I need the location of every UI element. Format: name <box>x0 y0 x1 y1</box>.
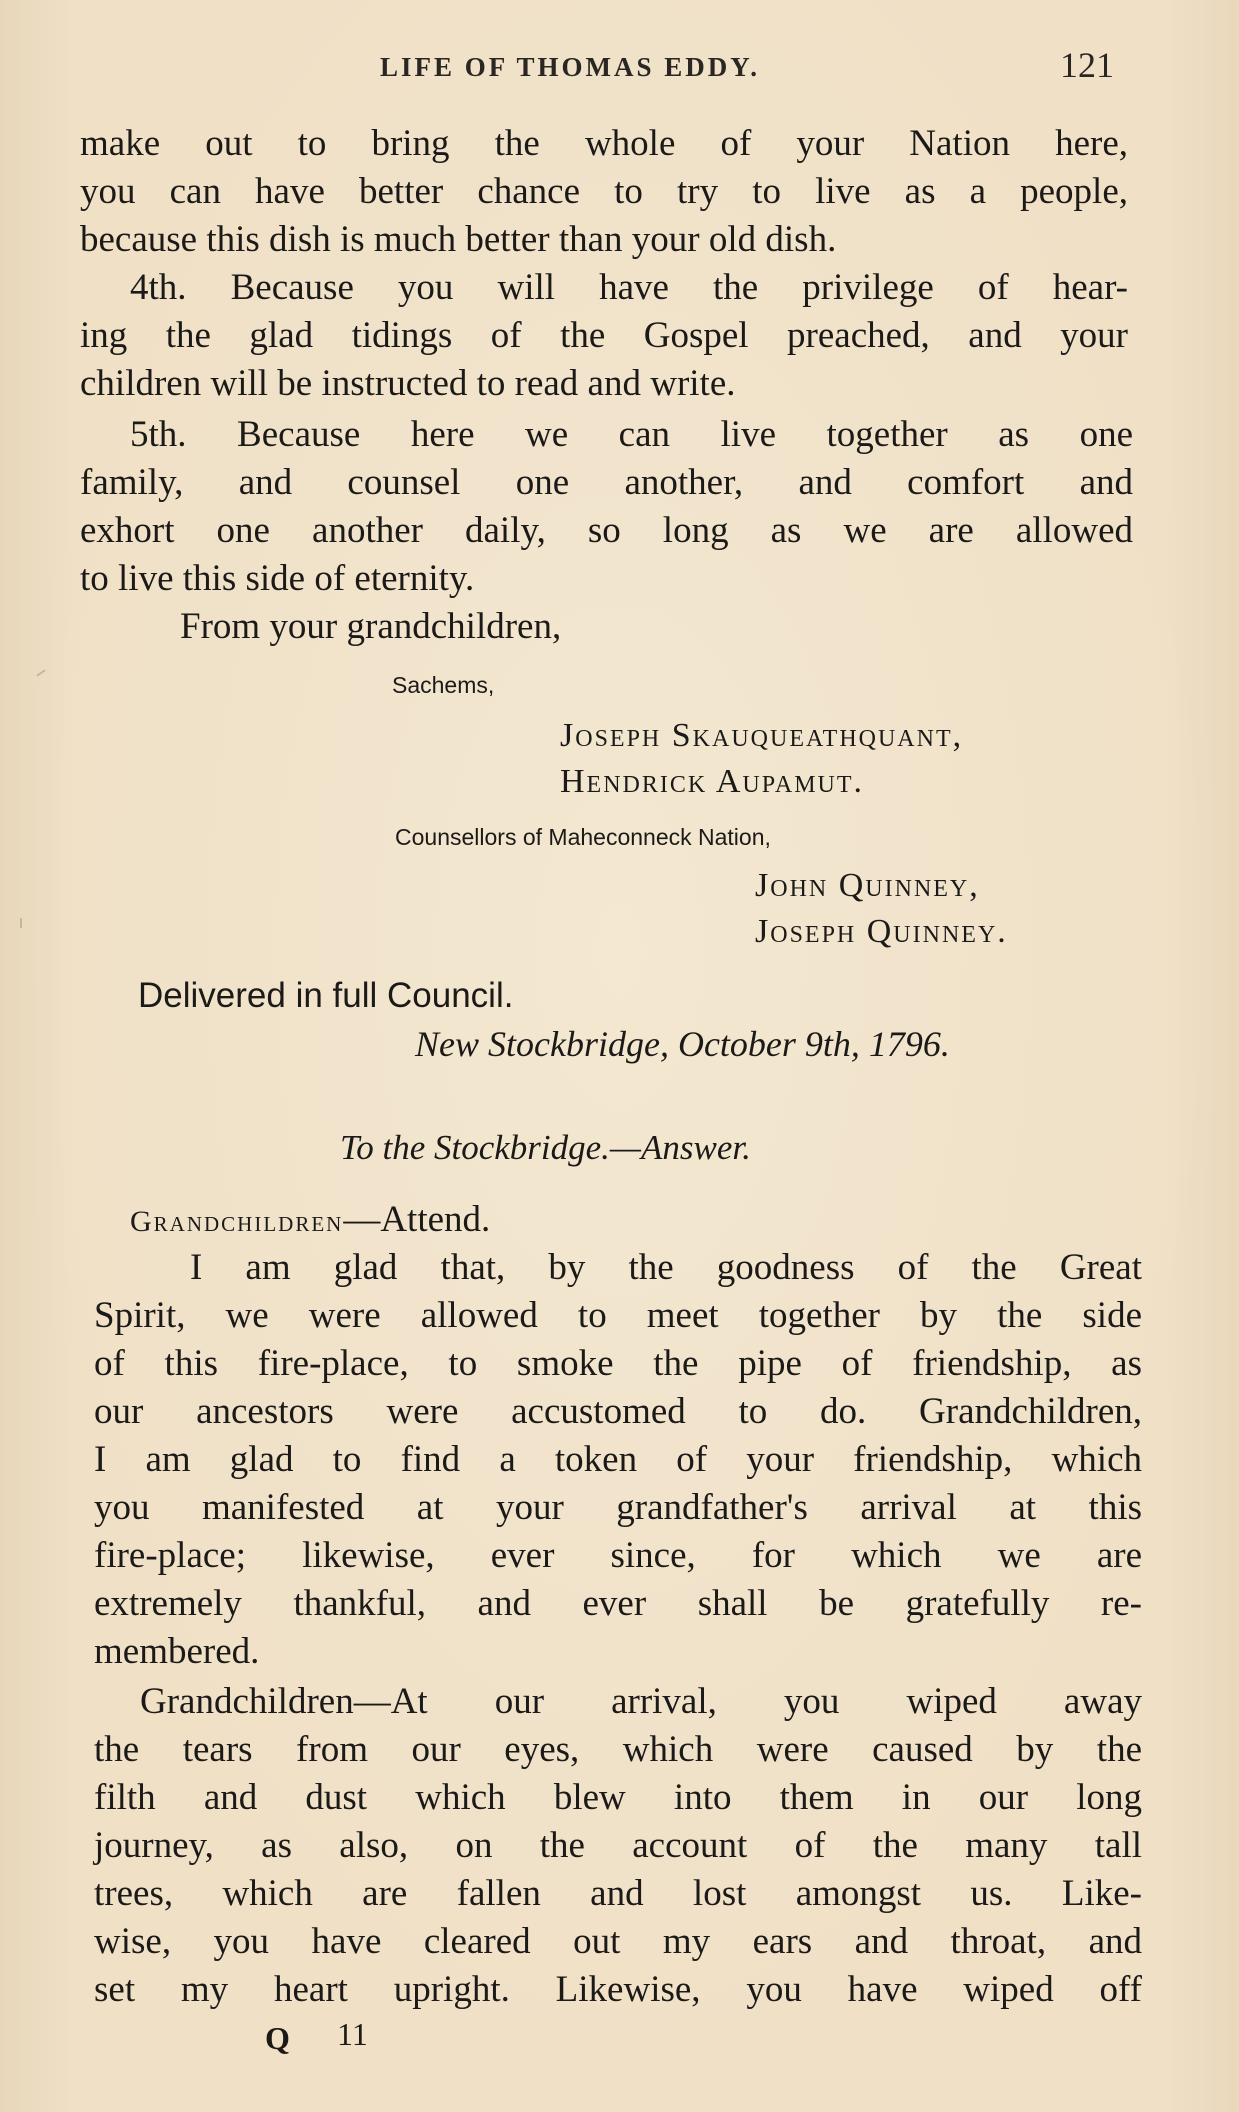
text-line: because this dish is much better than your old dish. <box>80 219 837 260</box>
closing-line: From your grandchildren, <box>180 606 562 647</box>
text-line: make out to bring the whole of your Nation here, <box>80 123 1128 164</box>
salutation <box>130 1196 490 1244</box>
text-line: the tears from our eyes, which were caused by the <box>94 1729 1142 1770</box>
sachems-label: Sachems, <box>392 672 495 698</box>
text-line: exhort one another daily, so long as we are allowed <box>80 510 1133 551</box>
text-line: trees, which are fallen and lost amongst us. Like- <box>94 1873 1142 1914</box>
running-title: LIFE OF THOMAS EDDY. <box>380 52 761 82</box>
text-line: filth and dust which blew into them in our long <box>94 1777 1142 1818</box>
text-line: set my heart upright. Likewise, you have wiped off <box>94 1969 1142 2010</box>
text-line: I am glad to find a token of your friendship, which <box>94 1439 1142 1480</box>
text-line: of this fire-place, to smoke the pipe of friendship, as <box>94 1343 1142 1384</box>
text-line: ing the glad tidings of the Gospel preached, and your <box>80 315 1128 356</box>
text-line: to live this side of eternity. <box>80 558 475 599</box>
text-line: Spirit, we were allowed to meet together by the side <box>94 1295 1142 1336</box>
text-line: wise, you have cleared out my ears and throat, and <box>94 1921 1142 1962</box>
section-heading: To the Stockbridge.—Answer. <box>340 1128 751 1167</box>
text-line: 4th. Because you will have the privilege of hear- <box>130 267 1128 308</box>
text-line: our ancestors were accustomed to do. Grandchildren, <box>94 1391 1142 1432</box>
text-line: fire-place; likewise, ever since, for which we are <box>94 1535 1142 1576</box>
place-date-line: New Stockbridge, October 9th, 1796. <box>415 1024 950 1064</box>
text-line: you can have better chance to try to live as a people, <box>80 171 1128 212</box>
signatory-name: John Quinney, <box>755 867 980 904</box>
text-line: membered. <box>94 1631 260 1672</box>
text-line: I am glad that, by the goodness of the Great <box>190 1247 1142 1288</box>
print-speck <box>36 669 45 676</box>
text-line: journey, as also, on the account of the many tall <box>94 1825 1142 1866</box>
salutation-name: Grandchildren <box>130 1205 344 1238</box>
signatory-name: Joseph Quinney. <box>755 913 1008 950</box>
text-line: 5th. Because here we can live together as one <box>130 414 1133 455</box>
signature-number: 11 <box>337 2016 368 2052</box>
text-line: extremely thankful, and ever shall be gratefully re- <box>94 1583 1142 1624</box>
counsellors-label: Counsellors of Maheconneck Nation, <box>395 824 771 850</box>
salutation-rest: —Attend. <box>343 1199 491 1240</box>
signatory-name: Hendrick Aupamut. <box>560 763 865 800</box>
text-line: family, and counsel one another, and comfort and <box>80 462 1133 503</box>
signatory-name: Joseph Skauqueathquant, <box>560 717 964 754</box>
text-line: children will be instructed to read and write. <box>80 363 736 404</box>
page-number: 121 <box>1060 45 1114 85</box>
text-line: Grandchildren—At our arrival, you wiped away <box>140 1681 1142 1722</box>
signature-mark: Q <box>265 2020 290 2056</box>
delivered-note: Delivered in full Council. <box>138 976 514 1015</box>
print-speck <box>20 918 22 928</box>
text-line: you manifested at your grandfather's arrival at this <box>94 1487 1142 1528</box>
